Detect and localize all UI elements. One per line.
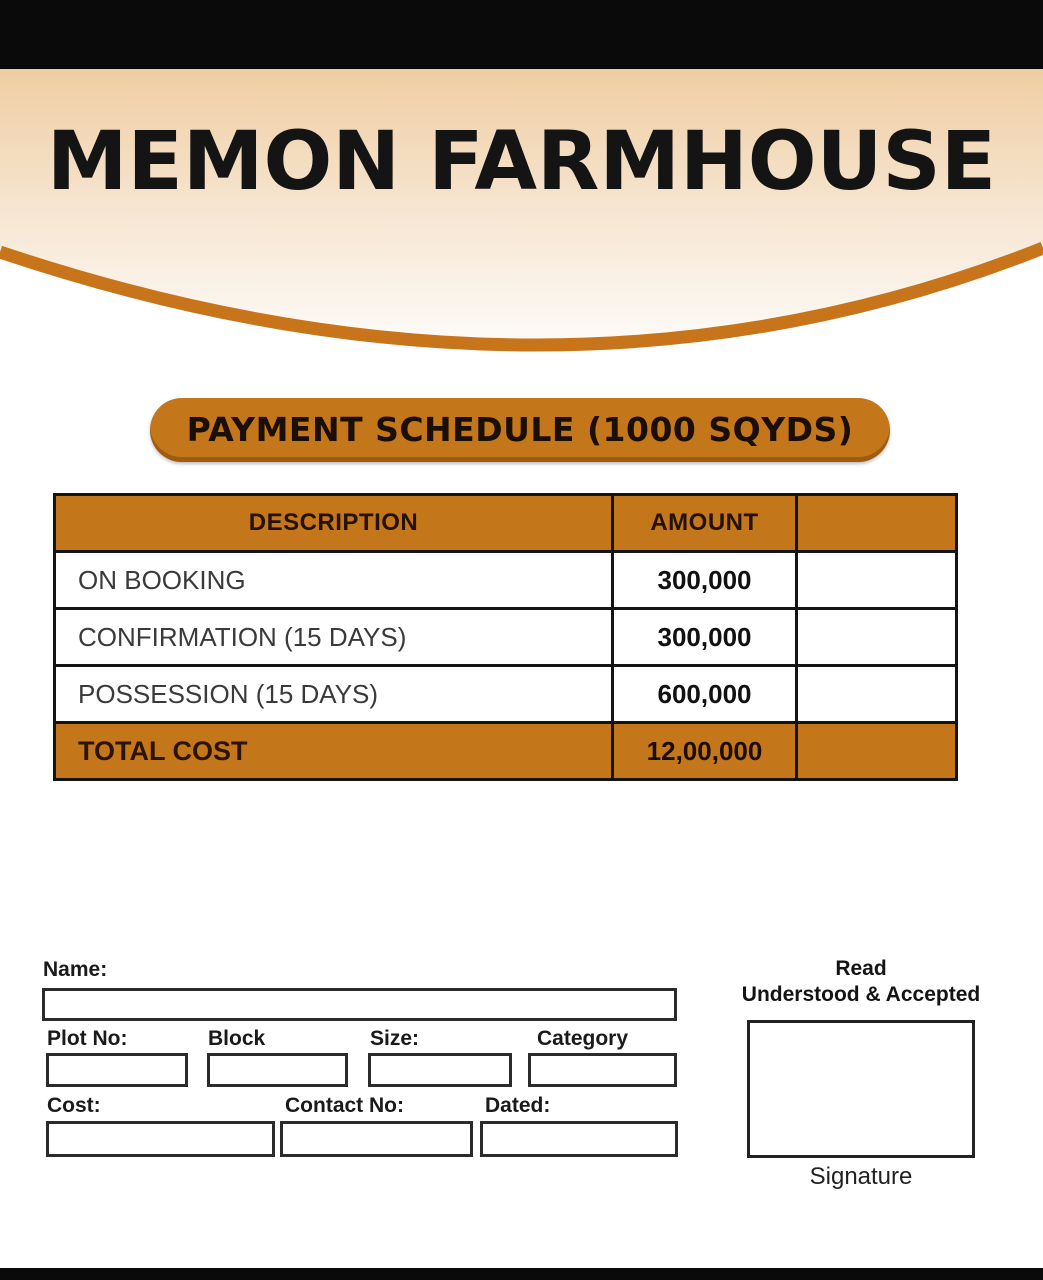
- schedule-banner: PAYMENT SCHEDULE (1000 SQYDS): [150, 398, 890, 462]
- plot-no-field[interactable]: [46, 1053, 188, 1087]
- total-blank-cell: [797, 723, 957, 780]
- table-row: [55, 552, 957, 609]
- table-header-row: [55, 495, 957, 552]
- size-label: Size:: [370, 1027, 420, 1050]
- row-amount: 600,000: [613, 666, 797, 723]
- row-description: CONFIRMATION (15 DAYS): [55, 609, 613, 666]
- size-field[interactable]: [368, 1053, 512, 1087]
- total-amount: 12,00,000: [613, 723, 797, 780]
- row-amount: 300,000: [613, 552, 797, 609]
- row-blank-cell: [797, 666, 957, 723]
- row-description: POSSESSION (15 DAYS): [55, 666, 613, 723]
- row-blank-cell: [797, 552, 957, 609]
- dated-label: Dated:: [485, 1094, 551, 1117]
- contact-no-field[interactable]: [280, 1121, 473, 1157]
- total-label: TOTAL COST: [55, 723, 613, 780]
- bottom-black-bar: [0, 1268, 1043, 1280]
- table-row: [55, 666, 957, 723]
- acceptance-line2: Understood & Accepted: [741, 983, 981, 1006]
- name-field[interactable]: [42, 988, 677, 1021]
- column-header-amount: AMOUNT: [613, 495, 797, 552]
- name-label: Name:: [43, 958, 108, 981]
- column-header-blank: [797, 495, 957, 552]
- contact-no-label: Contact No:: [285, 1094, 404, 1117]
- acceptance-line1: Read: [835, 957, 887, 980]
- row-amount: 300,000: [613, 609, 797, 666]
- plot-no-label: Plot No:: [47, 1027, 128, 1050]
- category-label: Category: [537, 1027, 629, 1050]
- signature-label: Signature: [809, 1163, 913, 1190]
- signature-box[interactable]: [747, 1020, 975, 1158]
- block-field[interactable]: [207, 1053, 348, 1087]
- category-field[interactable]: [528, 1053, 677, 1087]
- column-header-description: DESCRIPTION: [55, 495, 613, 552]
- dated-field[interactable]: [480, 1121, 678, 1157]
- payment-table: [53, 493, 958, 781]
- page-title: MEMON FARMHOUSE: [46, 115, 997, 209]
- cost-field[interactable]: [46, 1121, 275, 1157]
- table-row: [55, 609, 957, 666]
- block-label: Block: [208, 1027, 266, 1050]
- acceptance-heading: [735, 956, 987, 1008]
- row-blank-cell: [797, 609, 957, 666]
- row-description: ON BOOKING: [55, 552, 613, 609]
- cost-label: Cost:: [47, 1094, 101, 1117]
- table-total-row: [55, 723, 957, 780]
- top-black-bar: [0, 0, 1043, 69]
